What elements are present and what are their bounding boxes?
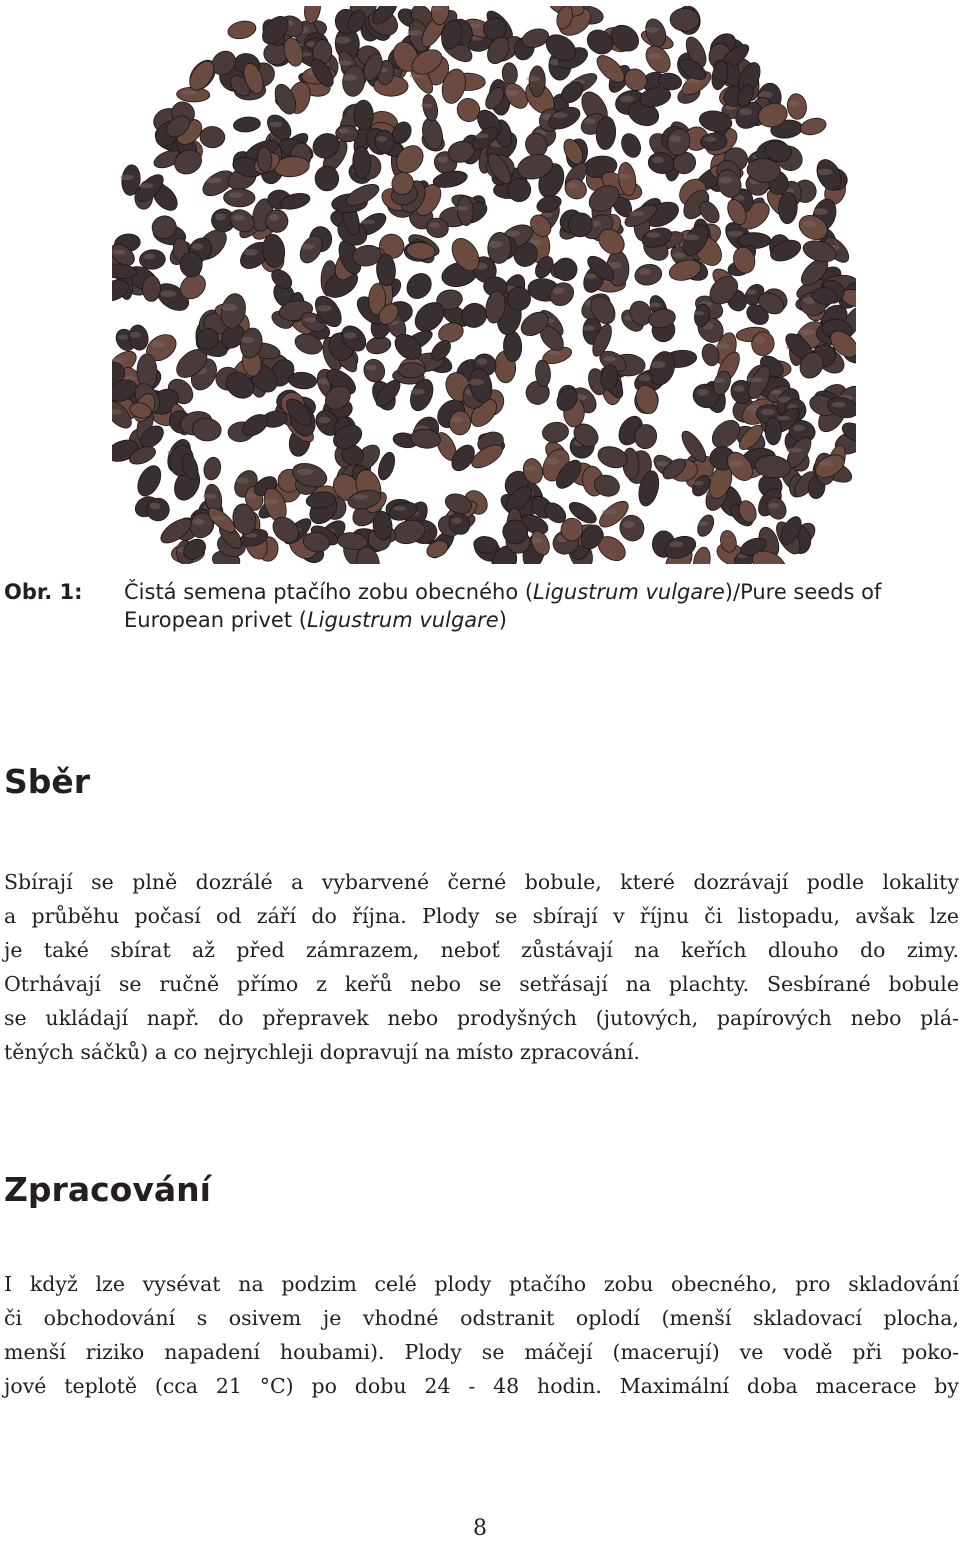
- seed-highlight: [421, 104, 433, 108]
- seed-highlight: [182, 90, 197, 94]
- seed: [765, 417, 782, 445]
- seed-highlight: [353, 494, 368, 499]
- seed: [799, 116, 828, 138]
- seed-highlight: [705, 137, 717, 142]
- seeds-photo-drawing: [112, 6, 856, 564]
- seed-highlight: [228, 192, 242, 197]
- seed-highlight: [203, 494, 216, 499]
- seed-highlight: [747, 378, 763, 383]
- seed-highlight: [761, 409, 775, 415]
- seed-highlight: [430, 222, 440, 228]
- seed: [786, 93, 808, 121]
- seed-highlight: [120, 175, 134, 180]
- seed-highlight: [544, 458, 559, 465]
- seed: [529, 66, 546, 97]
- seed: [398, 363, 426, 378]
- seed: [223, 189, 255, 208]
- seed-highlight: [318, 417, 330, 423]
- seeds-photo: [112, 6, 856, 564]
- seed-highlight: [150, 341, 165, 348]
- seed-highlight: [316, 305, 331, 311]
- seed-highlight: [553, 113, 568, 119]
- seed-highlight: [739, 108, 752, 115]
- seed-highlight: [477, 358, 487, 365]
- seed-highlight: [206, 178, 222, 184]
- seed-highlight: [769, 503, 779, 508]
- seed-highlight: [393, 506, 406, 511]
- seed-highlight: [652, 157, 664, 163]
- seed-highlight: [755, 337, 765, 344]
- seed-highlight: [192, 243, 203, 249]
- caption-species-name-1: Ligustrum vulgare: [533, 580, 725, 604]
- seed-highlight: [143, 254, 155, 260]
- seed-highlight: [603, 356, 616, 361]
- caption-part-1: Čistá semena ptačího zobu obecného (: [124, 580, 534, 604]
- seed: [199, 126, 225, 149]
- seed-highlight: [475, 134, 489, 139]
- seed-highlight: [620, 96, 634, 103]
- seed-highlight: [455, 206, 468, 211]
- seed: [737, 233, 770, 249]
- seed-highlight: [407, 30, 422, 36]
- seed-highlight: [729, 460, 743, 466]
- paragraph-line: či obchodování s osivem je vhodné odstranit oplodí (menší skladovací plocha,: [4, 1306, 959, 1330]
- seed-highlight: [241, 337, 255, 343]
- seed-highlight: [118, 335, 128, 340]
- seed: [288, 371, 317, 390]
- seed-highlight: [628, 211, 644, 216]
- seed-highlight: [130, 332, 141, 338]
- seed-highlight: [788, 101, 800, 107]
- seed-highlight: [793, 425, 805, 431]
- seed-highlight: [150, 503, 160, 510]
- seed-highlight: [161, 291, 177, 298]
- seed-highlight: [698, 521, 708, 525]
- seed-highlight: [431, 6, 443, 11]
- caption-part-3: ): [498, 608, 507, 632]
- seed-highlight: [469, 379, 485, 385]
- seed-highlight: [650, 361, 665, 368]
- seed-highlight: [344, 332, 357, 338]
- seed-highlight: [301, 244, 314, 250]
- seed-highlight: [669, 135, 681, 142]
- seed: [618, 131, 644, 161]
- seed-highlight: [547, 351, 560, 355]
- seed-highlight: [438, 156, 448, 162]
- seed-highlight: [506, 90, 519, 96]
- seed-highlight: [366, 365, 376, 371]
- seed-highlight: [786, 448, 802, 453]
- seed: [670, 8, 700, 31]
- seed-highlight: [343, 74, 357, 81]
- seed-highlight: [336, 37, 351, 44]
- seed-highlight: [813, 208, 828, 215]
- seed-highlight: [452, 416, 463, 422]
- seed-highlight: [215, 213, 225, 220]
- seed-highlight: [646, 232, 660, 237]
- section-heading-sber: Sběr: [4, 762, 91, 801]
- seed-highlight: [361, 220, 375, 225]
- seed: [233, 116, 261, 134]
- figure-label: Obr. 1:: [4, 580, 83, 604]
- seed-highlight: [673, 253, 686, 258]
- seed-highlight: [646, 27, 659, 33]
- seed-highlight: [803, 221, 816, 228]
- seed-highlight: [376, 136, 387, 142]
- section-paragraph-sber: [4, 865, 959, 1069]
- paragraph-line: těných sáčků) a co nejrychleji dopravují na místo zpracování.: [4, 1040, 640, 1064]
- seed-highlight: [734, 386, 745, 392]
- seed-highlight: [615, 174, 630, 179]
- seed-highlight: [297, 469, 313, 476]
- seed: [541, 420, 570, 444]
- seed-highlight: [697, 389, 709, 396]
- caption-species-name-2: Ligustrum vulgare: [306, 608, 499, 632]
- seed-highlight: [648, 53, 661, 59]
- seed-highlight: [221, 304, 237, 311]
- seed-highlight: [771, 390, 782, 394]
- seed-highlight: [602, 509, 618, 514]
- seed-highlight: [568, 183, 578, 189]
- seed-highlight: [138, 183, 153, 188]
- seed-highlight: [410, 389, 425, 395]
- seed-highlight: [623, 521, 635, 528]
- seed-highlight: [747, 290, 757, 295]
- seed-highlight: [113, 250, 125, 255]
- seed: [633, 262, 663, 287]
- seed-highlight: [818, 169, 833, 175]
- section-paragraph-zpracovani: [4, 1267, 959, 1403]
- paragraph-line: Sbírají se plně dozrálé a vybarvené černé bobule, které dozrávají podle lokality: [4, 870, 959, 894]
- seed-highlight: [819, 460, 833, 466]
- seed-highlight: [338, 61, 351, 65]
- seed: [694, 512, 717, 539]
- seed-highlight: [269, 214, 279, 221]
- seed: [361, 356, 388, 385]
- seed-highlight: [233, 215, 245, 221]
- caption-part-2: )/Pure seeds of European privet (: [124, 580, 882, 632]
- seed-highlight: [236, 478, 249, 484]
- paragraph-line: I když lze vysévat na podzim celé plody ptačího zobu obecného, pro skladování: [4, 1272, 959, 1296]
- seed-highlight: [800, 328, 814, 335]
- paragraph-line: se ukládají např. do přepravek nebo prodyšných (jutových, papírových nebo plá-: [4, 1006, 959, 1030]
- seed-highlight: [505, 231, 520, 237]
- seed: [315, 166, 339, 191]
- seed-highlight: [584, 118, 596, 124]
- seed-highlight: [489, 241, 503, 248]
- seed-highlight: [650, 303, 661, 307]
- seed-highlight: [639, 269, 651, 275]
- seed-highlight: [246, 493, 257, 498]
- seed-highlight: [719, 177, 732, 184]
- seed-highlight: [583, 325, 595, 331]
- paragraph-line: jové teplotě (cca 21 °C) po dobu 24 - 48 hodin. Maximální doba macerace by: [4, 1374, 959, 1398]
- seed: [133, 462, 165, 500]
- seed: [139, 249, 166, 270]
- seed-highlight: [532, 538, 543, 543]
- seed-highlight: [553, 288, 564, 294]
- seed: [551, 255, 580, 284]
- seed-highlight: [832, 402, 846, 408]
- seed-highlight: [339, 129, 349, 134]
- seed-highlight: [524, 466, 535, 472]
- seed-highlight: [243, 249, 258, 255]
- seed: [226, 19, 257, 42]
- seed-highlight: [684, 234, 699, 240]
- seed-highlight: [452, 518, 462, 524]
- paragraph-line: Otrhávají se ručně přímo z keřů nebo se setřásají na plachty. Sesbírané bobule: [4, 972, 959, 996]
- seed-highlight: [263, 499, 279, 505]
- page-number: 8: [473, 1516, 487, 1541]
- seed-highlight: [269, 122, 282, 128]
- seed-highlight: [656, 461, 669, 466]
- seed: [354, 100, 374, 130]
- paragraph-line: a průběhu počasí od září do října. Plody se sbírají v říjnu či listopadu, avšak lze: [4, 904, 959, 928]
- seed-highlight: [693, 481, 703, 486]
- paragraph-line: menší riziko napadení houbami). Plody se máčejí (macerují) ve vodě při poko-: [4, 1340, 959, 1364]
- seed-highlight: [715, 343, 730, 349]
- seed-highlight: [210, 516, 225, 520]
- seed-highlight: [669, 541, 683, 547]
- seed-highlight: [694, 311, 704, 315]
- figure-caption-text: [124, 578, 960, 634]
- section-heading-zpracovani: Zpracování: [4, 1170, 211, 1209]
- seed: [202, 456, 223, 482]
- seed-highlight: [304, 317, 316, 322]
- seed-highlight: [526, 77, 540, 82]
- paragraph-line: je také sbírat až před zámrazem, neboť zůstávají na keřích dlouho do zimy.: [4, 938, 959, 962]
- seed: [421, 93, 440, 122]
- seed-highlight: [714, 378, 725, 383]
- seed: [402, 269, 436, 304]
- seed-highlight: [193, 519, 204, 526]
